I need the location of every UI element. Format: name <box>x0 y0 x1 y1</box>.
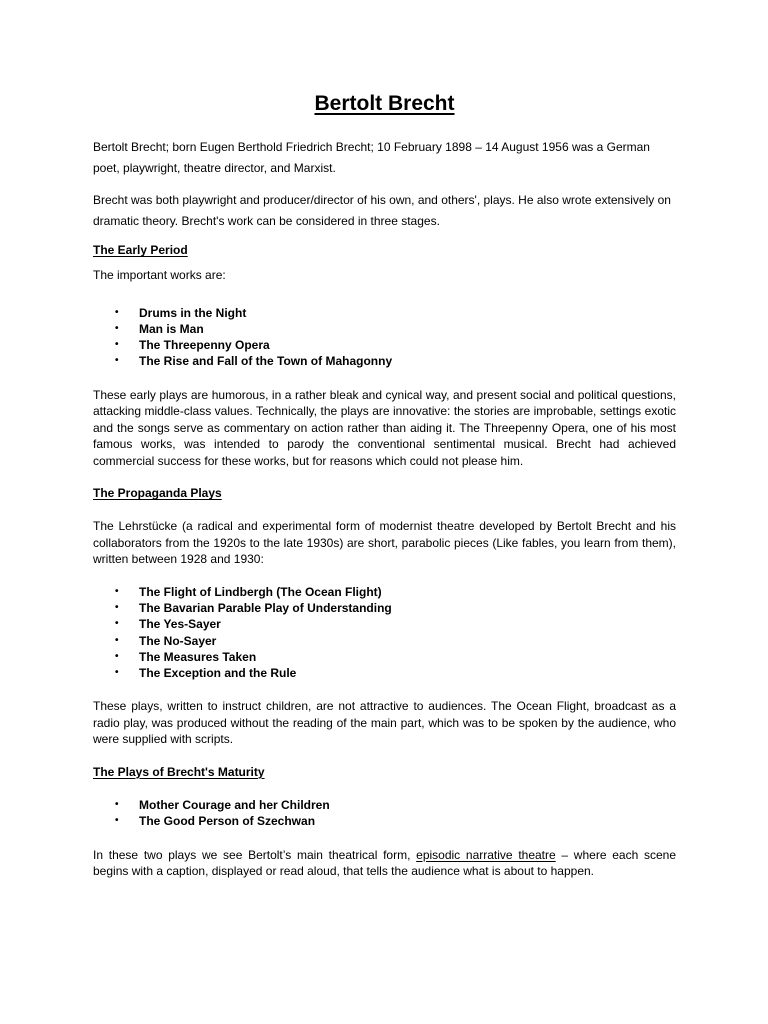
bullet-icon: • <box>115 585 119 597</box>
early-period-paragraph: These early plays are humorous, in a rather bleak and cynical way, and present social and political questions, attacking middle-class values. Technically, the plays are innovative: the stories are improbable, settings exotic and the songs serve as commentary on action rather than aiding it. The Threepenny Opera, one of his most famous works, was intended to parody the conventional sentimental musical. Brecht had achieved commercial success for these works, but for reasons which could not please him. <box>93 387 676 468</box>
list-item <box>115 337 676 353</box>
bullet-icon: • <box>115 798 119 810</box>
propaganda-lead-paragraph: The Lehrstücke (a radical and experimental form of modernist theatre developed by Bertolt Brecht and his collaborators from the 1920s to the late 1930s) are short, parabolic pieces (Like fables, you learn from them), written between 1928 and 1930: <box>93 519 676 567</box>
list-item-text: Man is Man <box>139 321 204 336</box>
bullet-icon: • <box>115 667 119 679</box>
early-works-list <box>93 305 676 370</box>
list-item-text: The Flight of Lindbergh (The Ocean Flight) <box>139 584 382 599</box>
bullet-icon: • <box>115 355 119 367</box>
bullet-icon: • <box>115 815 119 827</box>
list-item-text: The Measures Taken <box>139 649 257 664</box>
section-heading-maturity: The Plays of Brecht's Maturity <box>93 764 265 779</box>
episodic-narrative-theatre-term: episodic narrative theatre <box>416 847 556 862</box>
maturity-text-after: – where each scene begins with a caption, displayed or read aloud, that tells the audience what is about to happen. <box>93 847 676 879</box>
list-item <box>115 665 676 681</box>
list-item <box>115 797 676 813</box>
early-period-lead: The important works are: <box>93 268 226 282</box>
list-item-text: Mother Courage and her Children <box>139 797 330 812</box>
maturity-works-list <box>93 797 676 830</box>
list-item-text: The Threepenny Opera <box>139 338 270 353</box>
propaganda-works-list <box>93 584 676 682</box>
section-heading-propaganda-plays: The Propaganda Plays <box>93 486 222 501</box>
bullet-icon: • <box>115 339 119 351</box>
bullet-icon: • <box>115 306 119 318</box>
bullet-icon: • <box>115 618 119 630</box>
list-item-text: The No-Sayer <box>139 633 217 648</box>
list-item <box>115 600 676 616</box>
list-item-text: The Yes-Sayer <box>139 617 221 632</box>
list-item-text: The Rise and Fall of the Town of Mahagonny <box>139 354 393 369</box>
bullet-icon: • <box>115 650 119 662</box>
list-item <box>115 353 676 369</box>
list-item <box>115 633 676 649</box>
list-item <box>115 649 676 665</box>
list-item <box>115 616 676 632</box>
list-item-text: The Exception and the Rule <box>139 666 297 681</box>
list-item-text: The Good Person of Szechwan <box>139 814 316 829</box>
list-item <box>115 813 676 829</box>
section-heading-early-period: The Early Period <box>93 243 188 257</box>
bullet-icon: • <box>115 634 119 646</box>
maturity-paragraph <box>93 847 676 880</box>
intro-paragraph-2: Brecht was both playwright and producer/director of his own, and others', plays. He also wrote extensively on dramatic theory. Brecht's work can be considered in three stages. <box>93 193 671 228</box>
list-item <box>115 305 676 321</box>
bullet-icon: • <box>115 601 119 613</box>
list-item-text: Drums in the Night <box>139 305 247 320</box>
intro-paragraph-1: Bertolt Brecht; born Eugen Berthold Friedrich Brecht; 10 February 1898 – 14 August 1956 was a German poet, playwright, theatre director, and Marxist. <box>93 140 650 175</box>
bullet-icon: • <box>115 322 119 334</box>
document-title: Bertolt Brecht <box>314 92 455 115</box>
propaganda-paragraph: These plays, written to instruct children, are not attractive to audiences. The Ocean Flight, broadcast as a radio play, was produced without the reading of the main part, which was to be spoken by the audience, who were supplied with scripts. <box>93 699 676 747</box>
list-item <box>115 321 676 337</box>
list-item <box>115 584 676 600</box>
maturity-text-before: In these two plays we see Bertolt’s main theatrical form, <box>93 847 417 862</box>
list-item-text: The Bavarian Parable Play of Understanding <box>139 600 392 615</box>
